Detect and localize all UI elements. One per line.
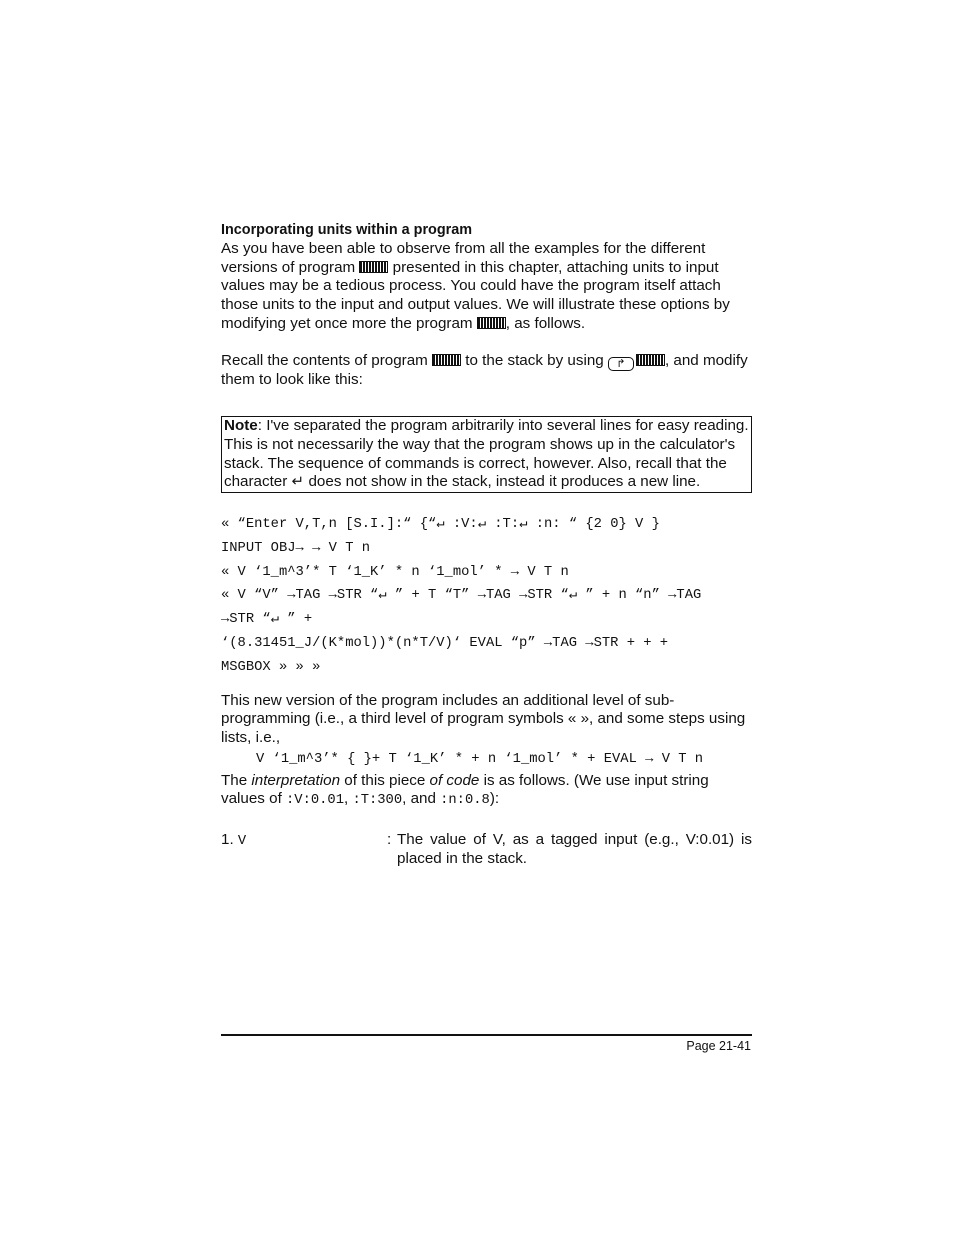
code-line: « V “V” →TAG →STR “↵ ” + T “T” →TAG →STR “↵ ” + n “n” →TAG bbox=[221, 588, 702, 604]
spacer bbox=[221, 680, 752, 692]
code-block bbox=[221, 513, 752, 680]
spacer bbox=[221, 334, 752, 352]
intro-text-3: , as follows. bbox=[505, 314, 586, 332]
program-softkey-icon bbox=[477, 317, 506, 329]
code-line: INPUT OBJ→ → V T n bbox=[221, 540, 371, 556]
intro-text-2: presented in this chapter, attaching units to input values may be a tedious process. You could have the program itself attach those units to the input and output values. We will illustrate these options by modifying yet once more the program bbox=[221, 258, 730, 332]
recall-text-2: to the stack by using bbox=[461, 351, 608, 369]
recall-paragraph bbox=[221, 352, 752, 390]
separator: , bbox=[343, 790, 353, 808]
value-v: :V:0.01 bbox=[286, 793, 344, 809]
interp-end: ): bbox=[489, 790, 500, 808]
code-line: MSGBOX » » » bbox=[221, 659, 321, 675]
interp-text-3: is as follows. (We use input string values of bbox=[221, 771, 709, 808]
interp-emphasis-1: interpretation bbox=[251, 771, 341, 789]
note-box bbox=[221, 416, 752, 493]
recall-text-1: Recall the contents of program bbox=[221, 351, 433, 369]
separator: , and bbox=[402, 790, 441, 808]
interpretation-paragraph bbox=[221, 772, 752, 811]
code-line: ‘(8.31451_J/(K*mol))*(n*T/V)‘ EVAL “p” →TAG →STR + + + bbox=[221, 636, 669, 652]
value-n: :n:0.8 bbox=[440, 793, 490, 809]
footer-rule bbox=[221, 1034, 752, 1036]
spacer bbox=[221, 389, 752, 416]
step-number: 1. V bbox=[221, 831, 247, 850]
step-colon: : bbox=[387, 831, 392, 849]
code-line: « V ‘1_m^3’* T ‘1_K’ * n ‘1_mol’ * → V T n bbox=[221, 564, 569, 580]
intro-paragraph bbox=[221, 240, 752, 334]
program-softkey-icon bbox=[359, 261, 388, 273]
step-command: V bbox=[237, 834, 247, 850]
step-item bbox=[221, 831, 752, 868]
intro-text-1: As you have been able to observe from all the examples for the different versions of program bbox=[221, 240, 706, 276]
section-heading: Incorporating units within a program bbox=[221, 222, 473, 238]
page-content bbox=[221, 221, 752, 869]
explanation-paragraph: This new version of the program includes an additional level of sub-programming (i.e., a third level of program symbols « », and some steps using lists, i.e., bbox=[221, 691, 746, 747]
explanation-code: V ‘1_m^3’* { }+ T ‘1_K’ * + n ‘1_mol’ * + EVAL → V T n bbox=[256, 751, 704, 767]
code-line: « “Enter V,T,n [S.I.]:“ {“↵ :V:↵ :T:↵ :n: “ {2 0} V } bbox=[221, 517, 660, 533]
note-label: Note bbox=[224, 417, 258, 435]
interp-emphasis-2: of code bbox=[429, 771, 480, 789]
program-softkey-icon bbox=[636, 354, 665, 366]
value-t: :T:300 bbox=[352, 793, 403, 809]
recall-text-3: , and modify them to look like this: bbox=[221, 351, 748, 388]
code-line: →STR “↵ ” + bbox=[221, 612, 313, 628]
note-text: : I've separated the program arbitrarily into several lines for easy reading. This is not necessarily the way that the program shows up in the calculator's stack. The sequence of commands is correct, however. Also, recall that the character ↵ does not show in the stack, instead it produces a new line. bbox=[224, 417, 749, 491]
page-number: Page 21-41 bbox=[686, 1039, 751, 1053]
interp-text-1: The bbox=[221, 771, 252, 789]
program-softkey-icon bbox=[432, 354, 461, 366]
step-description: The value of V, as a tagged input (e.g., V:0.01) is placed in the stack. bbox=[397, 831, 752, 867]
interp-text-2: of this piece bbox=[340, 771, 430, 789]
right-shift-key-icon: ↱ bbox=[608, 357, 634, 371]
